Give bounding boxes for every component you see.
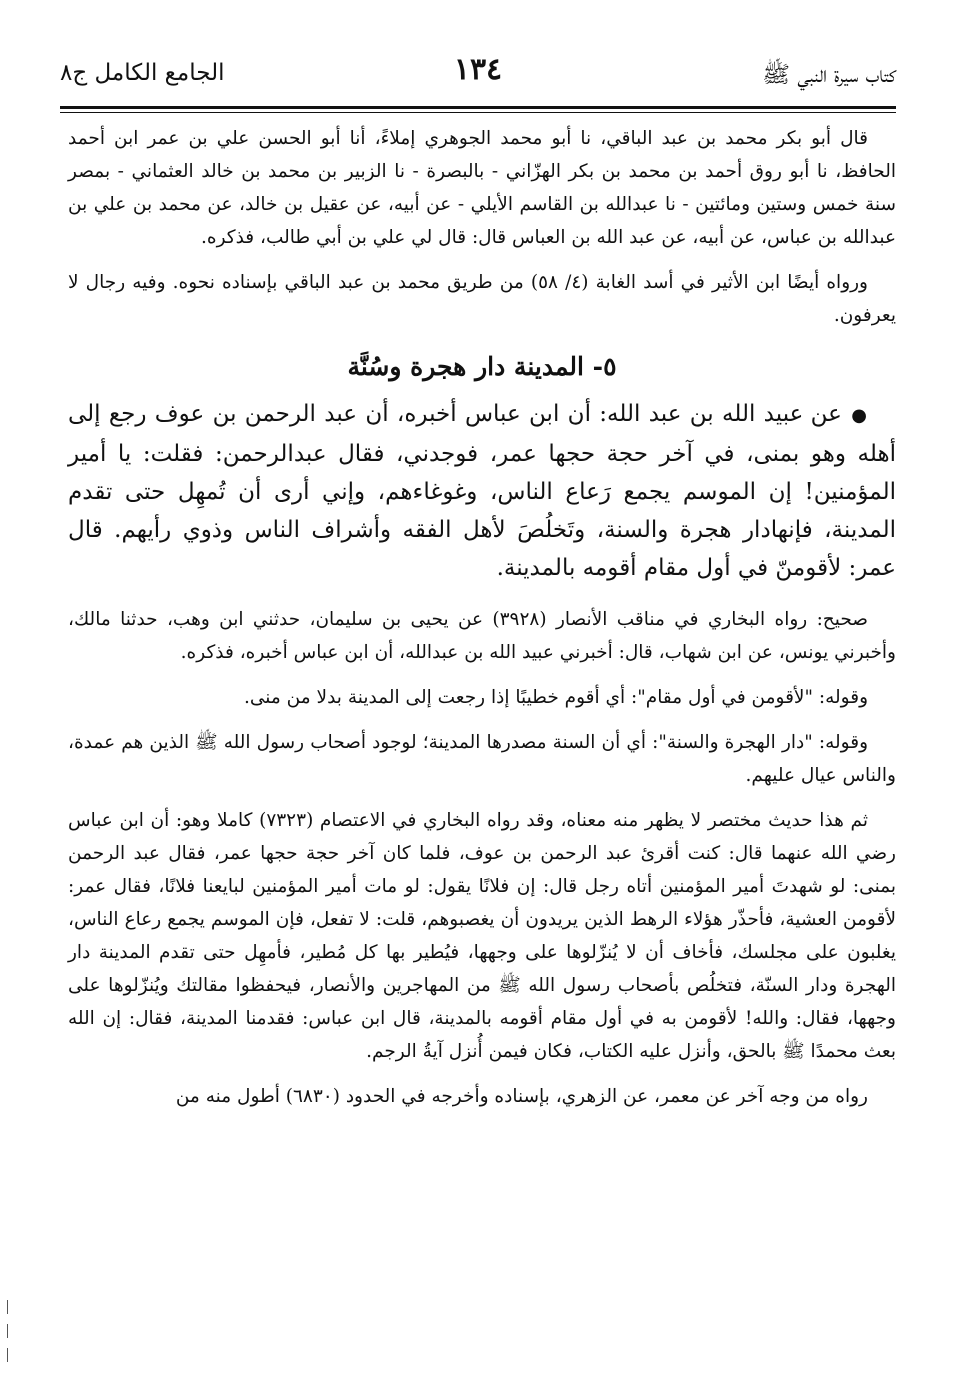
header-rule	[60, 106, 896, 109]
isnad-paragraph	[68, 122, 896, 254]
book-title: كتاب سيرة النبي ﷺ	[762, 62, 896, 88]
takhrij-text: صحيح: رواه البخاري في مناقب الأنصار (٣٩٢٨) عن يحيى بن سليمان، حدثني ابن وهب، حدثنا مالك، وأخبرني يونس، عن ابن شهاب، قال: أخبرني عبيد الله بن عبدالله، أن ابن عباس أخبره، فذكره.	[68, 609, 896, 663]
explanation-text-1: وقوله: "لأقومن في أول مقام": أي أقوم خطيبًا إذا رجعت إلى المدينة بدلا من منى.	[243, 687, 868, 708]
bullet-icon: ●	[850, 405, 868, 426]
isnad-text: قال أبو بكر محمد بن عبد الباقي، نا أبو محمد الجوهري إملاءً، أنا أبو الحسن علي بن عمر ابن أحمد الحافظ، نا أبو روق أحمد بن محمد بن بكر الهزّاني - بالبصرة - نا الزبير بن محمد بن خالد العثماني - بمصر سنة خمس وستين ومائتين - نا عبدالله بن القاسم الأيلي - عن أبيه، عن عقيل بن خالد، عن محمد بن علي بن عبدالله بن عباس، عن أبيه، عن عبد الله بن العباس قال: قال لي علي بن أبي طالب، فذكره.	[68, 128, 896, 248]
explanation-paragraph-1	[68, 681, 896, 714]
running-head	[60, 52, 896, 102]
hadith-text: عن عبيد الله بن عبد الله: أن ابن عباس أخبره، أن عبد الرحمن بن عوف رجع إلى أهله وهو بمنى، في آخر حجة حجها عمر، فوجدني، فقال عبدالرحمن: فقلت: يا أمير المؤمنين! إن الموسم يجمع رَعاع الناس، وغوغاءهم، وإني أرى أن تُمهِل حتى تقدم المدينة، فإنهادار هجرة والسنة، وتَخلُصَ لأهل الفقه وأشراف الناس وذوي رأيهم. قال عمر: لأقومنّ في أول مقام أقومه بالمدينة.	[68, 401, 896, 581]
section-heading: ٥- المدينة دار هجرة وسُنَّة	[347, 352, 617, 381]
header-rule-thin	[60, 112, 896, 113]
full-narration-paragraph	[68, 804, 896, 1068]
takhrij-paragraph	[68, 603, 896, 669]
source-note-text: ورواه أيضًا ابن الأثير في أسد الغابة (٤/ ٥٨) من طريق محمد بن عبد الباقي بإسناده نحوه. وفيه رجال لا يعرفون.	[68, 272, 896, 326]
page-number: ١٣٤	[453, 52, 503, 87]
source-note-paragraph	[68, 266, 896, 332]
explanation-text-2: وقوله: "دار الهجرة والسنة": أي أن السنة مصدرها المدينة؛ لوجود أصحاب رسول الله ﷺ الذين هم عمدة، والناس عيال عليهم.	[68, 732, 896, 786]
scan-margin-marks	[6, 1300, 8, 1370]
hadith-paragraph	[68, 395, 896, 587]
closing-text: رواه من وجه آخر عن معمر، عن الزهري، بإسناده وأخرجه في الحدود (٦٨٣٠) أطول منه من	[175, 1086, 868, 1107]
closing-paragraph	[68, 1080, 896, 1113]
full-narration-text: ثم هذا حديث مختصر لا يظهر منه معناه، وقد رواه البخاري في الاعتصام (٧٣٢٣) كاملا وهو: أن ابن عباس رضي الله عنهما قال: كنت أقرئ عبد الرحمن بن عوف، فلما كان آخر حجة حجها عمر، فقال عبد الرحمن بمنى: لو شهدتَ أمير المؤمنين أتاه رجل قال: إن فلانًا يقول: لو مات أمير المؤمنين لبايعنا فلانًا، فقال عمر: لأقومن العشية، فأحذّر هؤلاء الرهط الذين يريدون أن يغصبوهم، قلت: لا تفعل، فإن الموسم يجمع رعاع الناس، يغلبون على مجلسك، فأخاف أن لا يُنزّلوها على وجهها، فيُطير بها كل مُطير، فأمهِل حتى تقدم المدينة دار الهجرة ودار السنّة، فتخلُص بأصحاب رسول الله ﷺ من المهاجرين والأنصار، فيحفظوا مقالتك ويُنزّلوها على وجهها، فقال: والله! لأقومن به في أول مقام أقومه بالمدينة، قال ابن عباس: فقدمنا المدينة، فقال: إن الله بعث محمدًا ﷺ بالحق، وأنزل عليه الكتاب، فكان فيمن أُنزل آيةُ الرجم.	[68, 810, 896, 1062]
explanation-paragraph-2	[68, 726, 896, 792]
page-body	[68, 122, 896, 1125]
volume-title: الجامع الكامل ج٨	[60, 60, 225, 86]
